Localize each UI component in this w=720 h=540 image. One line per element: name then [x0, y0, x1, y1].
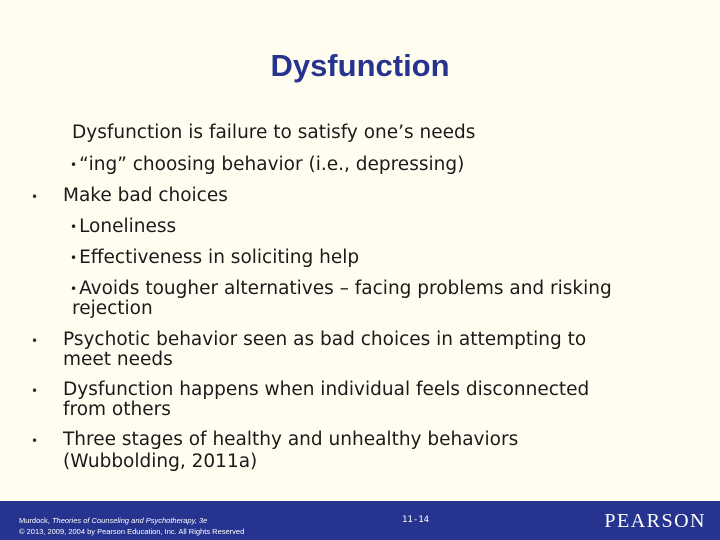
footer-author: Murdock,	[19, 516, 50, 525]
sub-item-effectiveness	[70, 248, 359, 268]
bullet-icon: •	[70, 282, 78, 296]
bullet-psychotic-line1: Psychotic behavior seen as bad choices in attempting to	[63, 329, 587, 350]
bullet-make-bad-choices: Make bad choices	[63, 185, 228, 206]
bullet-icon: •	[31, 434, 39, 448]
bullet-stages-line1: Three stages of healthy and unhealthy behaviors	[63, 429, 519, 450]
bullet-disconnected-line2: from others	[63, 399, 171, 420]
bullet-icon: •	[70, 220, 78, 234]
intro-sub-item	[70, 155, 464, 175]
bullet-icon: •	[31, 190, 39, 204]
bullet-icon: •	[70, 158, 78, 172]
sub-item-avoids-cont: rejection	[72, 298, 153, 319]
footer-copyright: © 2013, 2009, 2004 by Pearson Education, Inc. All Rights Reserved	[19, 527, 245, 536]
intro-text: Dysfunction is failure to satisfy one’s needs	[72, 122, 476, 143]
slide-title: Dysfunction	[270, 48, 450, 83]
pearson-logo: PEARSON	[604, 510, 706, 532]
sub-item-loneliness	[70, 217, 176, 237]
bullet-psychotic-line2: meet needs	[63, 349, 173, 370]
bullet-icon: •	[31, 384, 39, 398]
footer-citation	[19, 515, 244, 537]
sub-item-text: Avoids tougher alternatives – facing problems and risking	[79, 278, 612, 299]
sub-item-text: Effectiveness in soliciting help	[79, 247, 360, 268]
bullet-icon: •	[70, 251, 78, 265]
bullet-stages-line2: (Wubbolding, 2011a)	[63, 451, 258, 472]
page-number: 11-14	[402, 515, 430, 525]
sub-item-text: Loneliness	[79, 216, 177, 237]
bullet-icon: •	[31, 334, 39, 348]
bullet-disconnected-line1: Dysfunction happens when individual feels disconnected	[63, 379, 590, 400]
footer-bar	[0, 501, 720, 540]
intro-sub-text: “ing” choosing behavior (i.e., depressing)	[79, 154, 465, 175]
footer-book-title: Theories of Counseling and Psychotherapy, 3e	[51, 516, 208, 525]
sub-item-avoids	[70, 279, 612, 299]
